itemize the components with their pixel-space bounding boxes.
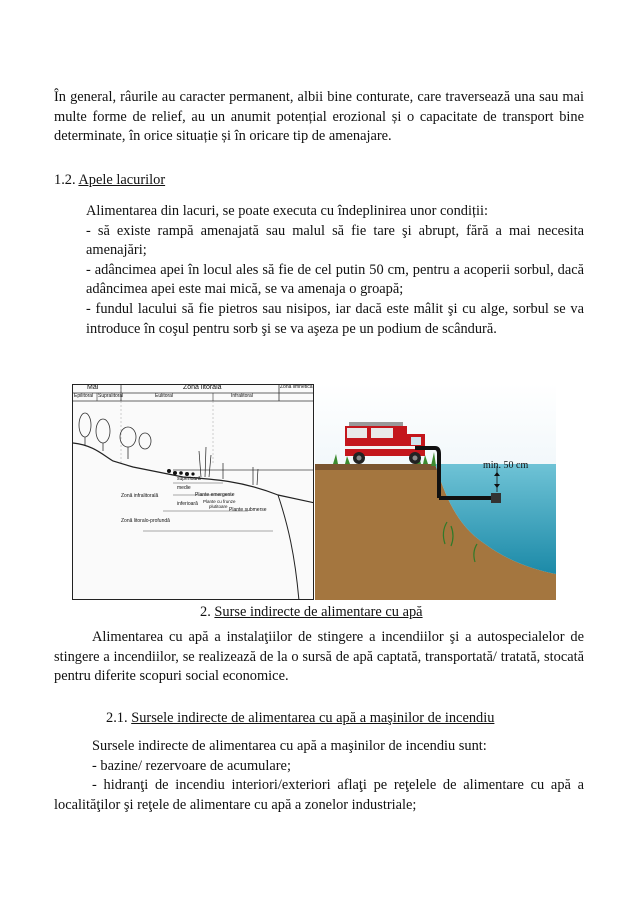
label-plante-emergente: Plante emergente xyxy=(195,492,235,498)
section-2-1-heading xyxy=(106,708,494,728)
label-zona-infralitorala: Zonă infralitorală xyxy=(121,493,159,499)
section-2-1-title: Sursele indirecte de alimentarea cu apă a maşinilor de incendiu xyxy=(131,710,495,726)
section-1-2-number: 1.2. xyxy=(54,172,76,188)
label-infralitoral: Infralitoral xyxy=(231,393,253,399)
label-inferioara: inferioară xyxy=(177,501,198,507)
indirect-sources-intro: Sursele indirecte de alimentarea cu apă a maşinilor de incendiu sunt: xyxy=(92,738,487,754)
section-2-paragraph: Alimentarea cu apă a instalaţiilor de stingere a incendiilor şi a autospecialelor de stingere a incendiilor, se realizează de la o sursă de apă captată, transportată/ tratată, stocată pentru diferite scopuri social economice. xyxy=(54,629,584,685)
section-2-number: 2. xyxy=(200,604,211,620)
section-1-2-heading xyxy=(54,170,165,190)
section-2-heading xyxy=(200,602,423,622)
littoral-zones-diagram xyxy=(72,384,314,600)
label-plante-cu-frunze: Plante cu frunze xyxy=(203,499,236,504)
fire-truck-drawing xyxy=(315,384,556,600)
label-superioara: superioară xyxy=(177,476,201,482)
label-zona-litorala: Zonă litorală xyxy=(183,384,222,391)
depth-label: min. 50 cm xyxy=(483,460,529,471)
lake-figure xyxy=(72,384,556,600)
label-zona-limnetica: Zonă limnetică xyxy=(280,384,313,390)
label-supralitoral: Supralitoral xyxy=(98,393,124,399)
lake-intro-line: Alimentarea din lacuri, se poate executa cu îndeplinirea unor condiții: xyxy=(86,203,488,219)
label-mal: Mal xyxy=(87,384,99,391)
littoral-zones-drawing xyxy=(73,385,314,600)
indirect-source-hydrants: - hidranţi de incendiu interiori/exteriori aflaţi pe reţelele de alimentare cu apă a localităţilor şi reţele de alimentare cu apă a zonelor industriale; xyxy=(54,777,584,813)
label-medie: medie xyxy=(177,485,191,491)
indirect-source-basins: - bazine/ rezervoare de acumulare; xyxy=(92,757,291,774)
label-zona-litoralo-profunda: Zonă litoralo-profundă xyxy=(121,518,170,524)
lake-condition-2: - adâncimea apei în locul ales să fie de cel putin 50 cm, pentru a acoperii sorbul, dacă adâncimea apei este mai mică, se va amenaja o groapă; xyxy=(86,261,584,298)
lake-condition-3: - fundul lacului să fie pietros sau nisipos, iar dacă este mâlit şi cu alge, sorbul se va introduce în coşul pentru sorb şi se va aşeza pe un podium de scândură. xyxy=(86,300,584,337)
lake-condition-1: - să existe rampă amenajată sau malul să fie tare şi abrupt, fără a mai necesita amenajări; xyxy=(86,222,584,259)
intro-paragraph: În general, râurile au caracter permanent, albii bine conturate, care traversează una sau mai multe forme de relief, au un anumit potențial erozional și o capacitate de transport bine determinate, în orice situație și în oricare tip de amenajare. xyxy=(54,89,584,145)
lake-conditions xyxy=(86,202,584,339)
section-1-2-title: Apele lacurilor xyxy=(78,172,166,188)
label-plante-submerse: Plante submerse xyxy=(229,507,267,513)
label-epilitoral: Epilitoral xyxy=(74,393,94,399)
indirect-sources-list xyxy=(54,737,584,815)
label-eulitoral: Eulitoral xyxy=(155,393,174,399)
section-2-1-number: 2.1. xyxy=(106,710,128,726)
fire-truck-lake-illustration xyxy=(315,384,556,600)
label-plutitoare: plutitoare xyxy=(209,504,228,509)
section-2-title: Surse indirecte de alimentare cu apă xyxy=(214,604,423,620)
